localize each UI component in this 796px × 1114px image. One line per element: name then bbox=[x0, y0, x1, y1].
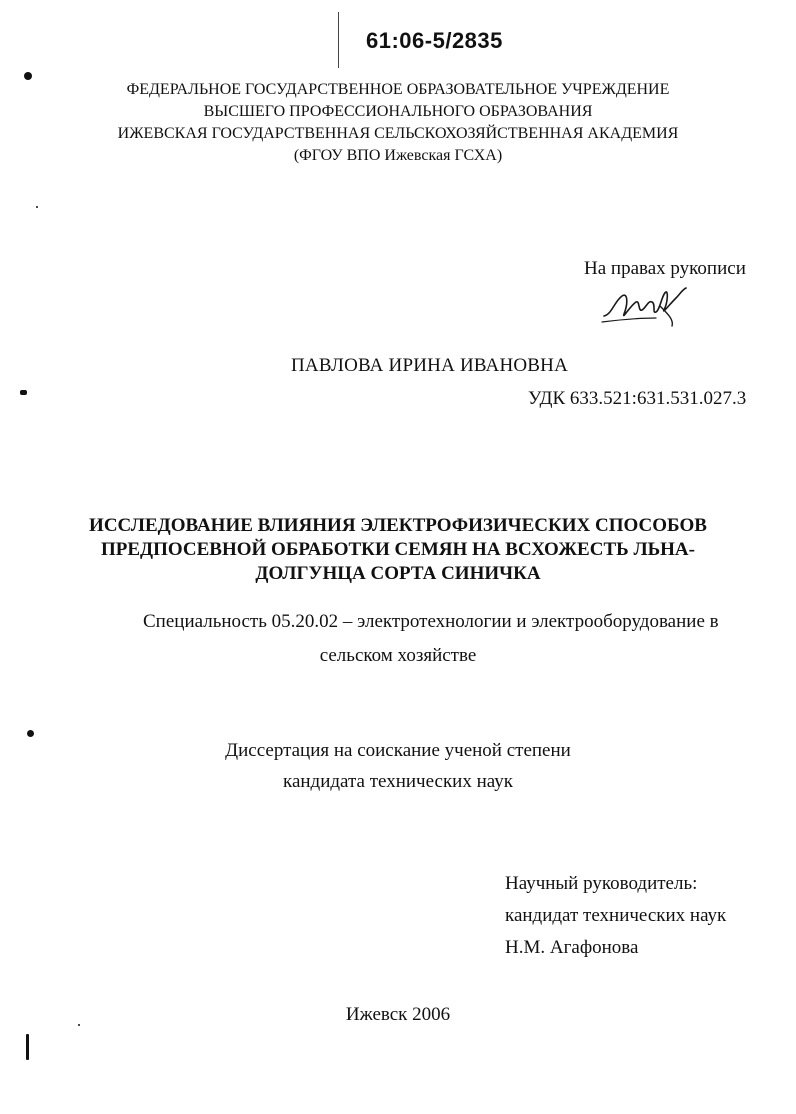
degree-statement: Диссертация на соискание ученой степени bbox=[225, 740, 571, 761]
scan-speck bbox=[78, 1024, 80, 1026]
header-line: (ФГОУ ВПО Ижевская ГСХА) bbox=[293, 147, 503, 164]
scan-speck bbox=[20, 390, 27, 395]
header-line: ИЖЕВСКАЯ ГОСУДАРСТВЕННАЯ СЕЛЬСКОХОЗЯЙСТВЕННАЯ АКАДЕМИЯ bbox=[117, 125, 679, 142]
supervisor-block bbox=[505, 868, 726, 964]
archive-number: 61:06-5/2835 bbox=[366, 28, 503, 53]
specialty-line: сельском хозяйстве bbox=[319, 645, 477, 666]
supervisor-name: Н.М. Агафонова bbox=[505, 937, 639, 958]
title-line: ИССЛЕДОВАНИЕ ВЛИЯНИЯ ЭЛЕКТРОФИЗИЧЕСКИХ СПОСОБОВ bbox=[89, 515, 707, 536]
header-line: ВЫСШЕГО ПРОФЕССИОНАЛЬНОГО ОБРАЗОВАНИЯ bbox=[203, 103, 593, 120]
specialty-line: Специальность 05.20.02 – электротехнологии и электрооборудование в bbox=[143, 611, 719, 632]
institution-header bbox=[0, 79, 796, 167]
title-line: ДОЛГУНЦА СОРТА СИНИЧКА bbox=[255, 563, 541, 584]
scan-speck bbox=[24, 72, 32, 80]
degree-statement: кандидата технических наук bbox=[283, 771, 513, 792]
manuscript-rights-note: На правах рукописи bbox=[584, 258, 746, 279]
title-line: ПРЕДПОСЕВНОЙ ОБРАБОТКИ СЕМЯН НА ВСХОЖЕСТЬ ЛЬНА- bbox=[100, 539, 695, 560]
scan-speck bbox=[36, 206, 38, 208]
author-name: ПАВЛОВА ИРИНА ИВАНОВНА bbox=[291, 355, 569, 376]
supervisor-degree: кандидат технических наук bbox=[505, 905, 727, 926]
header-line: ФЕДЕРАЛЬНОЕ ГОСУДАРСТВЕННОЕ ОБРАЗОВАТЕЛЬНОЕ УЧРЕЖДЕНИЕ bbox=[126, 81, 670, 98]
dissertation-title bbox=[0, 514, 796, 586]
udc-code: УДК 633.521:631.531.027.3 bbox=[528, 388, 747, 409]
city-year: Ижевск 2006 bbox=[345, 1004, 451, 1025]
supervisor-role: Научный руководитель: bbox=[505, 873, 698, 894]
signature-icon bbox=[598, 284, 694, 328]
scan-speck bbox=[27, 730, 34, 737]
scan-speck bbox=[26, 1034, 29, 1060]
scan-mark-line bbox=[338, 12, 339, 68]
